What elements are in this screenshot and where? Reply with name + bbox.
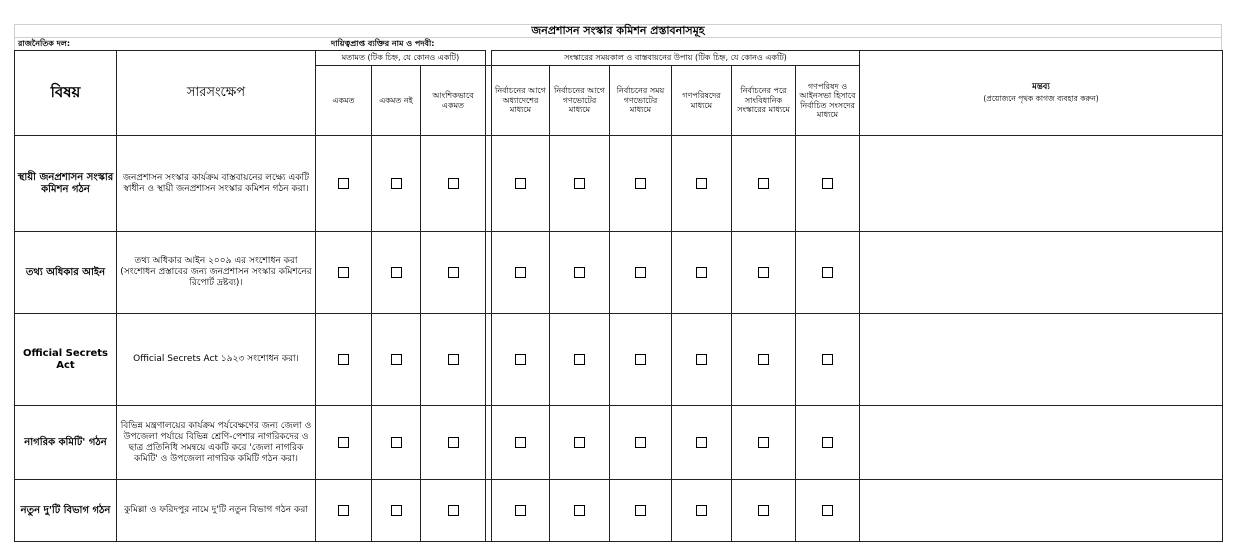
timeline-cell [732, 314, 796, 406]
table-row [15, 406, 1223, 480]
remarks-cell[interactable] [860, 136, 1223, 232]
checkbox[interactable] [822, 267, 833, 278]
checkbox[interactable] [574, 178, 585, 189]
timeline-header: গণপরিষদ ও আইনসভা হিসাবে নির্বাচিত সংসদের মাধ্যমে [796, 66, 860, 136]
timeline-group-header: সংস্কারের সময়কাল ও বাস্তবায়নের উপায় (টিক চিহ্ন, যে কোনও একটি) [492, 51, 860, 66]
checkbox[interactable] [758, 505, 769, 516]
checkbox[interactable] [391, 267, 402, 278]
checkbox[interactable] [635, 178, 646, 189]
timeline-cell [492, 136, 550, 232]
timeline-header: নির্বাচনের আগে অধ্যাদেশের মাধ্যমে [492, 66, 550, 136]
checkbox[interactable] [758, 354, 769, 365]
remarks-cell[interactable] [860, 232, 1223, 314]
subject-cell: নতুন দু'টি বিভাগ গঠন [15, 480, 117, 542]
checkbox[interactable] [391, 354, 402, 365]
opinion-cell [316, 314, 372, 406]
opinion-cell [421, 314, 486, 406]
checkbox[interactable] [391, 505, 402, 516]
timeline-header: নির্বাচনের পরে সাংবিধানিক সংস্কারের মাধ্যমে [732, 66, 796, 136]
summary-cell: কুমিল্লা ও ফরিদপুর নামে দু'টি নতুন বিভাগ গঠন করা [117, 480, 316, 542]
remarks-header [860, 51, 1223, 136]
timeline-header: গণপরিষদের মাধ্যমে [672, 66, 732, 136]
summary-header: সারসংক্ষেপ [117, 51, 316, 136]
opinion-cell [421, 232, 486, 314]
timeline-cell [610, 232, 672, 314]
remarks-cell[interactable] [860, 314, 1223, 406]
summary-cell: বিভিন্ন মন্ত্রণালয়ের কার্যক্রম পর্যবেক্ষণের জন্য জেলা ও উপজেলা পর্যায়ে বিভিন্ন শ্রেণি-পেশার নাগরিকদের ও ছাত্র প্রতিনিধি সমন্বয়ে একটি করে 'জেলা নাগরিক কমিটি' ও উপজেলা নাগরিক কমিটি গঠন করা। [117, 406, 316, 480]
opinion-cell [316, 232, 372, 314]
timeline-cell [672, 136, 732, 232]
timeline-cell [550, 406, 610, 480]
opinion-cell [316, 136, 372, 232]
timeline-cell [672, 480, 732, 542]
subject-cell: তথ্য অধিকার আইন [15, 232, 117, 314]
checkbox[interactable] [574, 505, 585, 516]
summary-cell: Official Secrets Act ১৯২৩ সংশোধন করা। [117, 314, 316, 406]
checkbox[interactable] [758, 437, 769, 448]
timeline-cell [796, 232, 860, 314]
checkbox[interactable] [635, 354, 646, 365]
subject-cell: স্থায়ী জনপ্রশাসন সংস্কার কমিশন গঠন [15, 136, 117, 232]
opinion-cell [372, 314, 421, 406]
subject-header: বিষয় [15, 51, 117, 136]
opinion-cell [421, 480, 486, 542]
officer-label: দায়িত্বপ্রাপ্ত ব্যক্তির নাম ও পদবী: [331, 39, 435, 48]
checkbox[interactable] [574, 354, 585, 365]
remarks-note: (প্রয়োজনে পৃথক কাগজ ব্যবহার করুন) [983, 94, 1099, 103]
checkbox[interactable] [515, 505, 526, 516]
party-label: রাজনৈতিক দল: [18, 39, 71, 48]
timeline-cell [492, 314, 550, 406]
timeline-cell [492, 406, 550, 480]
remarks-title: মন্তব্য [1032, 82, 1050, 92]
timeline-cell [492, 232, 550, 314]
table-row [15, 136, 1223, 232]
opinion-header: একমত নই [372, 66, 421, 136]
table-body [15, 136, 1223, 542]
timeline-cell [672, 406, 732, 480]
opinion-cell [372, 232, 421, 314]
proposal-table [14, 50, 1223, 542]
opinion-cell [372, 136, 421, 232]
checkbox[interactable] [822, 354, 833, 365]
timeline-cell [732, 480, 796, 542]
checkbox[interactable] [515, 178, 526, 189]
checkbox[interactable] [696, 437, 707, 448]
summary-cell: তথ্য অধিকার আইন ২০০৯ এর সংশোধন করা (সংশোধন প্রস্তাবের জন্য জনপ্রশাসন সংস্কার কমিশনের রিপোর্ট দ্রষ্টব্য)। [117, 232, 316, 314]
timeline-cell [550, 480, 610, 542]
opinion-cell [421, 136, 486, 232]
timeline-cell [550, 136, 610, 232]
timeline-header: নির্বাচনের সময় গণভোটের মাধ্যমে [610, 66, 672, 136]
timeline-cell [732, 406, 796, 480]
opinion-header: একমত [316, 66, 372, 136]
summary-cell: জনপ্রশাসন সংস্কার কার্যক্রম বাস্তবায়নের লক্ষ্যে একটি স্বাধীন ও স্থায়ী জনপ্রশাসন সংস্কার কমিশন গঠন করা। [117, 136, 316, 232]
timeline-cell [610, 480, 672, 542]
checkbox[interactable] [338, 354, 349, 365]
checkbox[interactable] [338, 267, 349, 278]
meta-row [14, 37, 1222, 50]
checkbox[interactable] [448, 354, 459, 365]
table-row [15, 232, 1223, 314]
remarks-cell[interactable] [860, 406, 1223, 480]
checkbox[interactable] [391, 178, 402, 189]
remarks-cell[interactable] [860, 480, 1223, 542]
opinion-cell [372, 406, 421, 480]
table-row [15, 480, 1223, 542]
checkbox[interactable] [338, 437, 349, 448]
opinion-header: আংশিকভাবে একমত [421, 66, 486, 136]
checkbox[interactable] [696, 354, 707, 365]
checkbox[interactable] [822, 178, 833, 189]
checkbox[interactable] [515, 437, 526, 448]
checkbox[interactable] [448, 267, 459, 278]
checkbox[interactable] [822, 437, 833, 448]
timeline-cell [672, 232, 732, 314]
timeline-cell [732, 136, 796, 232]
checkbox[interactable] [515, 354, 526, 365]
form-title: জনপ্রশাসন সংস্কার কমিশন প্রস্তাবনাসমূহ [14, 24, 1222, 37]
timeline-cell [550, 314, 610, 406]
checkbox[interactable] [696, 505, 707, 516]
subject-cell: Official Secrets Act [15, 314, 117, 406]
checkbox[interactable] [635, 505, 646, 516]
timeline-cell [732, 232, 796, 314]
timeline-cell [796, 406, 860, 480]
timeline-cell [610, 136, 672, 232]
opinion-cell [316, 480, 372, 542]
timeline-cell [796, 480, 860, 542]
checkbox[interactable] [338, 505, 349, 516]
checkbox[interactable] [822, 505, 833, 516]
timeline-cell [610, 314, 672, 406]
checkbox[interactable] [635, 437, 646, 448]
opinion-group-header: মতামত (টিক চিহ্ন, যে কোনও একটি) [316, 51, 486, 66]
checkbox[interactable] [696, 267, 707, 278]
checkbox[interactable] [338, 178, 349, 189]
timeline-header: নির্বাচনের আগে গণভোটের মাধ্যমে [550, 66, 610, 136]
checkbox[interactable] [448, 505, 459, 516]
proposal-form [14, 24, 1222, 542]
checkbox[interactable] [515, 267, 526, 278]
checkbox[interactable] [574, 267, 585, 278]
checkbox[interactable] [448, 437, 459, 448]
opinion-cell [421, 406, 486, 480]
timeline-cell [672, 314, 732, 406]
subject-cell: নাগরিক কমিটি' গঠন [15, 406, 117, 480]
checkbox[interactable] [448, 178, 459, 189]
timeline-cell [492, 480, 550, 542]
checkbox[interactable] [574, 437, 585, 448]
checkbox[interactable] [391, 437, 402, 448]
timeline-cell [610, 406, 672, 480]
timeline-cell [796, 136, 860, 232]
timeline-cell [550, 232, 610, 314]
opinion-cell [316, 406, 372, 480]
table-row [15, 314, 1223, 406]
checkbox[interactable] [758, 178, 769, 189]
checkbox[interactable] [696, 178, 707, 189]
opinion-cell [372, 480, 421, 542]
checkbox[interactable] [635, 267, 646, 278]
checkbox[interactable] [758, 267, 769, 278]
timeline-cell [796, 314, 860, 406]
